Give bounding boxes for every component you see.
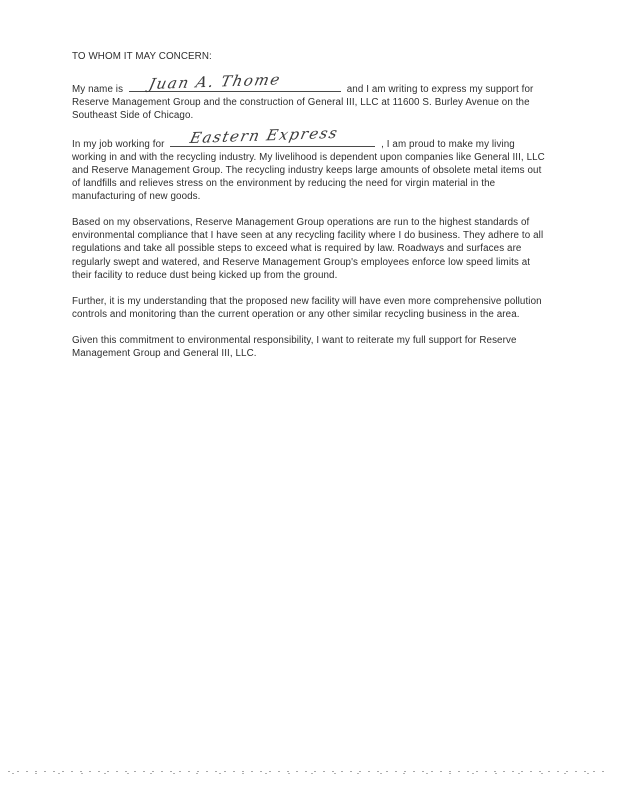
salutation: TO WHOM IT MAY CONCERN:: [72, 51, 212, 62]
paragraph-further: Further, it is my understanding that the proposed new facility will have even more comprehensive pollution controls and monitoring than the current operation or any other similar recycling business in the area.: [72, 295, 542, 320]
employer-blank-line: [170, 124, 375, 148]
paragraph-job: [72, 124, 550, 204]
handwritten-name: Juan A. Thome: [147, 70, 283, 94]
name-blank-line: [129, 70, 341, 94]
paragraph-intro: [72, 70, 550, 122]
letter-body: [72, 50, 550, 373]
handwritten-employer: Eastern Express: [188, 124, 341, 148]
paragraph-closing: Given this commitment to environmental responsibility, I want to reiterate my full support for Reserve Management Group and General III, LLC.: [72, 335, 517, 360]
paragraph-job-before: In my job working for: [72, 138, 165, 150]
paragraph-intro-before: My name is: [72, 84, 124, 96]
paragraph-observations: Based on my observations, Reserve Management Group operations are run to the highest standards of environmental compliance that I have seen at any recycling facility where I do business. They adhere to all regulations and take all possible steps to exceed what is required by law. Roadways and surfaces are regularly swept and watered, and Reserve Management Group's employees enforce low speed limits at their facility to reduce dust being kicked up from the ground.: [72, 217, 544, 281]
scan-artifact-dotted-line: [8, 771, 610, 774]
paragraph-job-after: , I am proud to make my living working in and with the recycling industry. My livelihood is dependent upon companies like General III, LLC and Reserve Management Group. The recycling industry keeps large amounts of obsolete metal items out of landfills and relieves stress on the environment by reducing the need for virgin material in the manufacturing of new goods.: [72, 138, 545, 202]
paragraph-intro-after: and I am writing to express my support for Reserve Management Group and the construction of General III, LLC at 11600 S. Burley Avenue on the Southeast Side of Chicago.: [72, 84, 534, 122]
